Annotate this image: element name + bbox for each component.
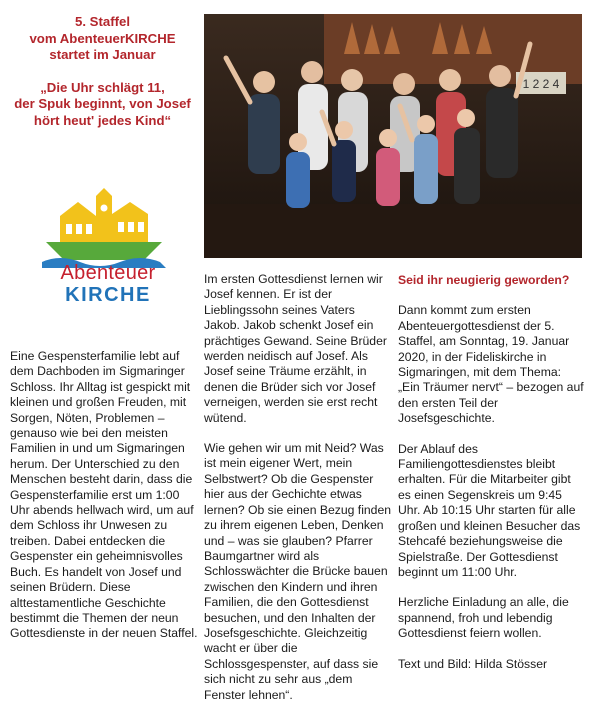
- col3-credit: Text und Bild: Hilda Stösser: [398, 656, 548, 671]
- column-1: [10, 349, 198, 657]
- headline-line-3: startet im Januar: [49, 47, 156, 62]
- group-photo-icon: [204, 14, 582, 258]
- col3-subheading: Seid ihr neugierig geworden?: [398, 273, 570, 287]
- logo-word-abenteuer: Abenteuer: [60, 262, 156, 284]
- photo-clock-numbers: 1 2 2 4: [522, 77, 560, 91]
- logo-word-kirche: KIRCHE: [65, 284, 151, 306]
- church-logo-icon: [40, 188, 172, 268]
- quote-line-2: der Spuk beginnt, von Josef: [14, 96, 191, 111]
- column-3: [398, 273, 584, 687]
- col3-paragraph-2: Der Ablauf des Familiengottesdienstes bleibt erhalten. Für die Mitarbeiter gibt es einen Segenskreis um 9:45 Uhr. Ab 10:15 Uhr starten für alle großen und kleinen Besucher das Stehcafé beziehungsweise die Spielstraße. Der Gottesdienst beginnt um 11:00 Uhr.: [398, 441, 581, 579]
- headline-line-2: vom AbenteuerKIRCHE: [29, 30, 176, 46]
- group-photo: [204, 14, 582, 258]
- col2-paragraph-2: Wie gehen wir um mit Neid? Was ist mein eigener Wert, mein Selbstwert? Ob die Gespenster hier aus der Gechichte etwas lernen? Ob sie einen Bezug finden zu ihrem eigenen Leben, Denken und – was sie glauben? Pfarrer Baumgartner wird als Schlosswächter die Brücke bauen zwischen den Kindern und ihren Familien, die den Gottesdienst besuchen, und den Inhalten der Josefsgeschichte. Gleichzeitig wacht er über die Schlossgespenster, auf dass sie sich nicht zu sehr aus „dem Fenster lehnen“.: [204, 441, 392, 702]
- quote-line-3: hört heut' jedes Kind“: [33, 112, 172, 128]
- col1-paragraph-1: Eine Gespensterfamilie lebt auf dem Dachboden im Sigmaringer Schloss. Ihr Alltag ist gespickt mit kleinen und großen Freuden, mit Sorgen, Nöten, Problemen – genauso wie bei den meisten Familien in und um Sigmaringen herum. Der Unterschied zu den Menschen besteht darin, dass die Gespensterfamilie erst um 1:00 Uhr abends hellwach wird, um auf dem Schloss ihr Unwesen zu treiben. Dabei entdecken die Gespenster ein geheimnisvolles Buch. Es handelt von Josef und seinen Brüdern. Diese alttestamentliche Geschichte bestimmt die Themen der neun Gottesdienste in der neuen Staffel.: [10, 349, 198, 641]
- col2-paragraph-1: Im ersten Gottesdienst lernen wir Josef kennen. Er ist der Lieblingssohn seines Vaters Jakob. Jakob schenkt Josef ein prächtiges Gewand. Seine Brüder werden neidisch auf Josef. Als Josef seine Träume erzählt, in denen die Brüder sich vor Josef verneigen, werden sie erst recht wütend.: [204, 272, 387, 425]
- column-2: [204, 272, 391, 718]
- quote-line-1: „Die Uhr schlägt 11,: [40, 79, 165, 95]
- col3-paragraph-1: Dann kommt zum ersten Abenteuergottesdienst der 5. Staffel, am Sonntag, 19. Januar 2020, in der Fideliskirche in Sigmaringen, mit dem Thema: „Ein Träumer nervt“ – bezogen auf den ersten Teil der Josefsgeschichte.: [398, 303, 584, 426]
- col3-paragraph-3: Herzliche Einladung an alle, die spannend, froh und lebendig Gottesdienst feiern wollen.: [398, 595, 569, 641]
- article-headline: [10, 14, 195, 129]
- headline-line-1: 5. Staffel: [75, 14, 130, 29]
